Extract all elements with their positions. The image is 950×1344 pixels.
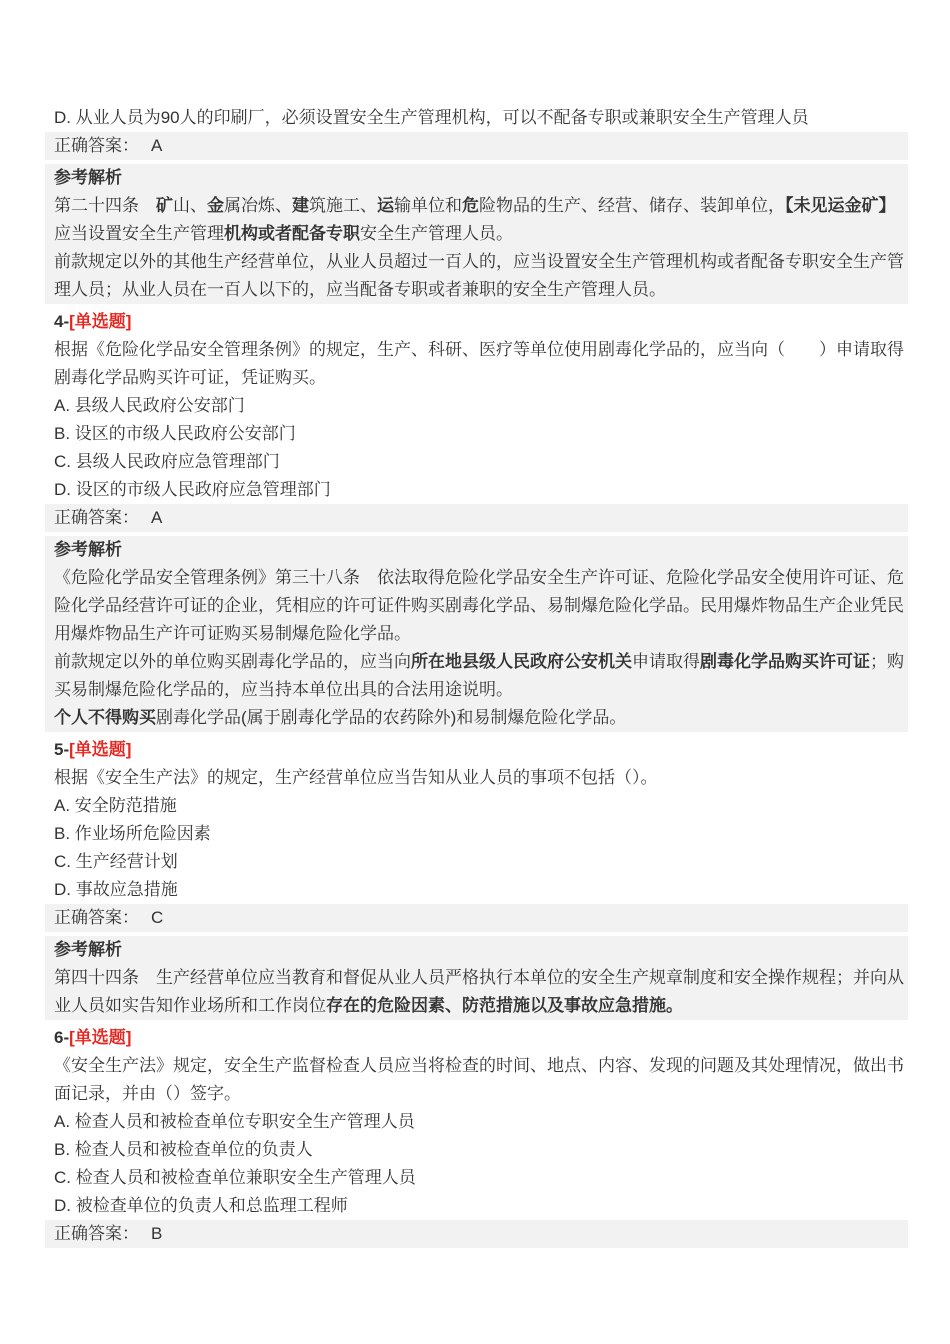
option-a: A. 检查人员和被检查单位专职安全生产管理人员 (54, 1112, 415, 1131)
question-number: 5- (54, 740, 70, 759)
question-stem: 根据《危险化学品安全管理条例》的规定，生产、科研、医疗等单位使用剧毒化学品的，应当向（ ）申请取得剧毒化学品购买许可证，凭证购买。 (54, 340, 904, 387)
analysis-paragraph: 《危险化学品安全管理条例》第三十八条 依法取得危险化学品安全生产许可证、危险化学品安全使用许可证、危险化学品经营许可证的企业，凭相应的许可证件购买剧毒化学品、易制爆危险化学品。民用爆炸物品生产企业凭民用爆炸物品生产许可证购买易制爆危险化学品。 (54, 568, 904, 643)
question-number-line (45, 308, 908, 336)
answer-value: A (151, 508, 163, 527)
question-number-line (45, 736, 908, 764)
answer-value: A (151, 136, 163, 155)
answer-bar (45, 132, 908, 160)
analysis-title: 参考解析 (54, 168, 122, 187)
answer-label: 正确答案： (54, 908, 139, 927)
question-number-line (45, 1024, 908, 1052)
question-block-4 (45, 308, 908, 732)
question-stem: 根据《安全生产法》的规定，生产经营单位应当告知从业人员的事项不包括（）。 (54, 768, 658, 787)
analysis-block (45, 936, 908, 1020)
option-d: D. 从业人员为90人的印刷厂，必须设置安全生产管理机构，可以不配备专职或兼职安全生产管理人员 (54, 108, 809, 127)
option-b: B. 作业场所危险因素 (54, 824, 211, 843)
option-d: D. 事故应急措施 (54, 880, 178, 899)
answer-bar (45, 504, 908, 532)
option-d: D. 设区的市级人民政府应急管理部门 (54, 480, 331, 499)
option-b: B. 设区的市级人民政府公安部门 (54, 424, 296, 443)
answer-label: 正确答案： (54, 1224, 139, 1243)
question-type-tag: [单选题] (69, 1028, 132, 1047)
analysis-paragraph: 第四十四条 生产经营单位应当教育和督促从业人员严格执行本单位的安全生产规章制度和安全操作规程；并向从业人员如实告知作业场所和工作岗位存在的危险因素、防范措施以及事故应急措施。 (54, 968, 904, 1015)
analysis-paragraph: 前款规定以外的其他生产经营单位，从业人员超过一百人的，应当设置安全生产管理机构或者配备专职安全生产管理人员；从业人员在一百人以下的，应当配备专职或者兼职的安全生产管理人员。 (54, 252, 904, 299)
question-block-6 (45, 1024, 908, 1248)
analysis-paragraph: 前款规定以外的单位购买剧毒化学品的，应当向所在地县级人民政府公安机关申请取得剧毒化学品购买许可证；购买易制爆危险化学品的，应当持本单位出具的合法用途说明。 (54, 652, 904, 699)
answer-bar (45, 904, 908, 932)
option-c: C. 检查人员和被检查单位兼职安全生产管理人员 (54, 1168, 416, 1187)
option-d: D. 被检查单位的负责人和总监理工程师 (54, 1196, 348, 1215)
option-b: B. 检查人员和被检查单位的负责人 (54, 1140, 313, 1159)
answer-value: B (151, 1224, 163, 1243)
question-number: 6- (54, 1028, 70, 1047)
analysis-title: 参考解析 (54, 940, 122, 959)
analysis-title: 参考解析 (54, 540, 122, 559)
option-a: A. 安全防范措施 (54, 796, 177, 815)
answer-value: C (151, 908, 164, 927)
question-block-5 (45, 736, 908, 1020)
answer-label: 正确答案： (54, 136, 139, 155)
option-c: C. 县级人民政府应急管理部门 (54, 452, 280, 471)
analysis-paragraph: 个人不得购买剧毒化学品(属于剧毒化学品的农药除外)和易制爆危险化学品。 (54, 708, 627, 727)
analysis-paragraph: 第二十四条 矿山、金属冶炼、建筑施工、运输单位和危险物品的生产、经营、储存、装卸单位，【未见运金矿】应当设置安全生产管理机构或者配备专职安全生产管理人员。 (54, 196, 896, 243)
answer-bar (45, 1220, 908, 1248)
question-type-tag: [单选题] (69, 312, 132, 331)
question-type-tag: [单选题] (69, 740, 132, 759)
question-block-3-fragment (45, 104, 908, 304)
option-c: C. 生产经营计划 (54, 852, 178, 871)
question-number: 4- (54, 312, 70, 331)
question-stem: 《安全生产法》规定，安全生产监督检查人员应当将检查的时间、地点、内容、发现的问题及其处理情况，做出书面记录，并由（）签字。 (54, 1056, 904, 1103)
option-a: A. 县级人民政府公安部门 (54, 396, 245, 415)
analysis-block (45, 536, 908, 732)
answer-label: 正确答案： (54, 508, 139, 527)
analysis-block (45, 164, 908, 304)
